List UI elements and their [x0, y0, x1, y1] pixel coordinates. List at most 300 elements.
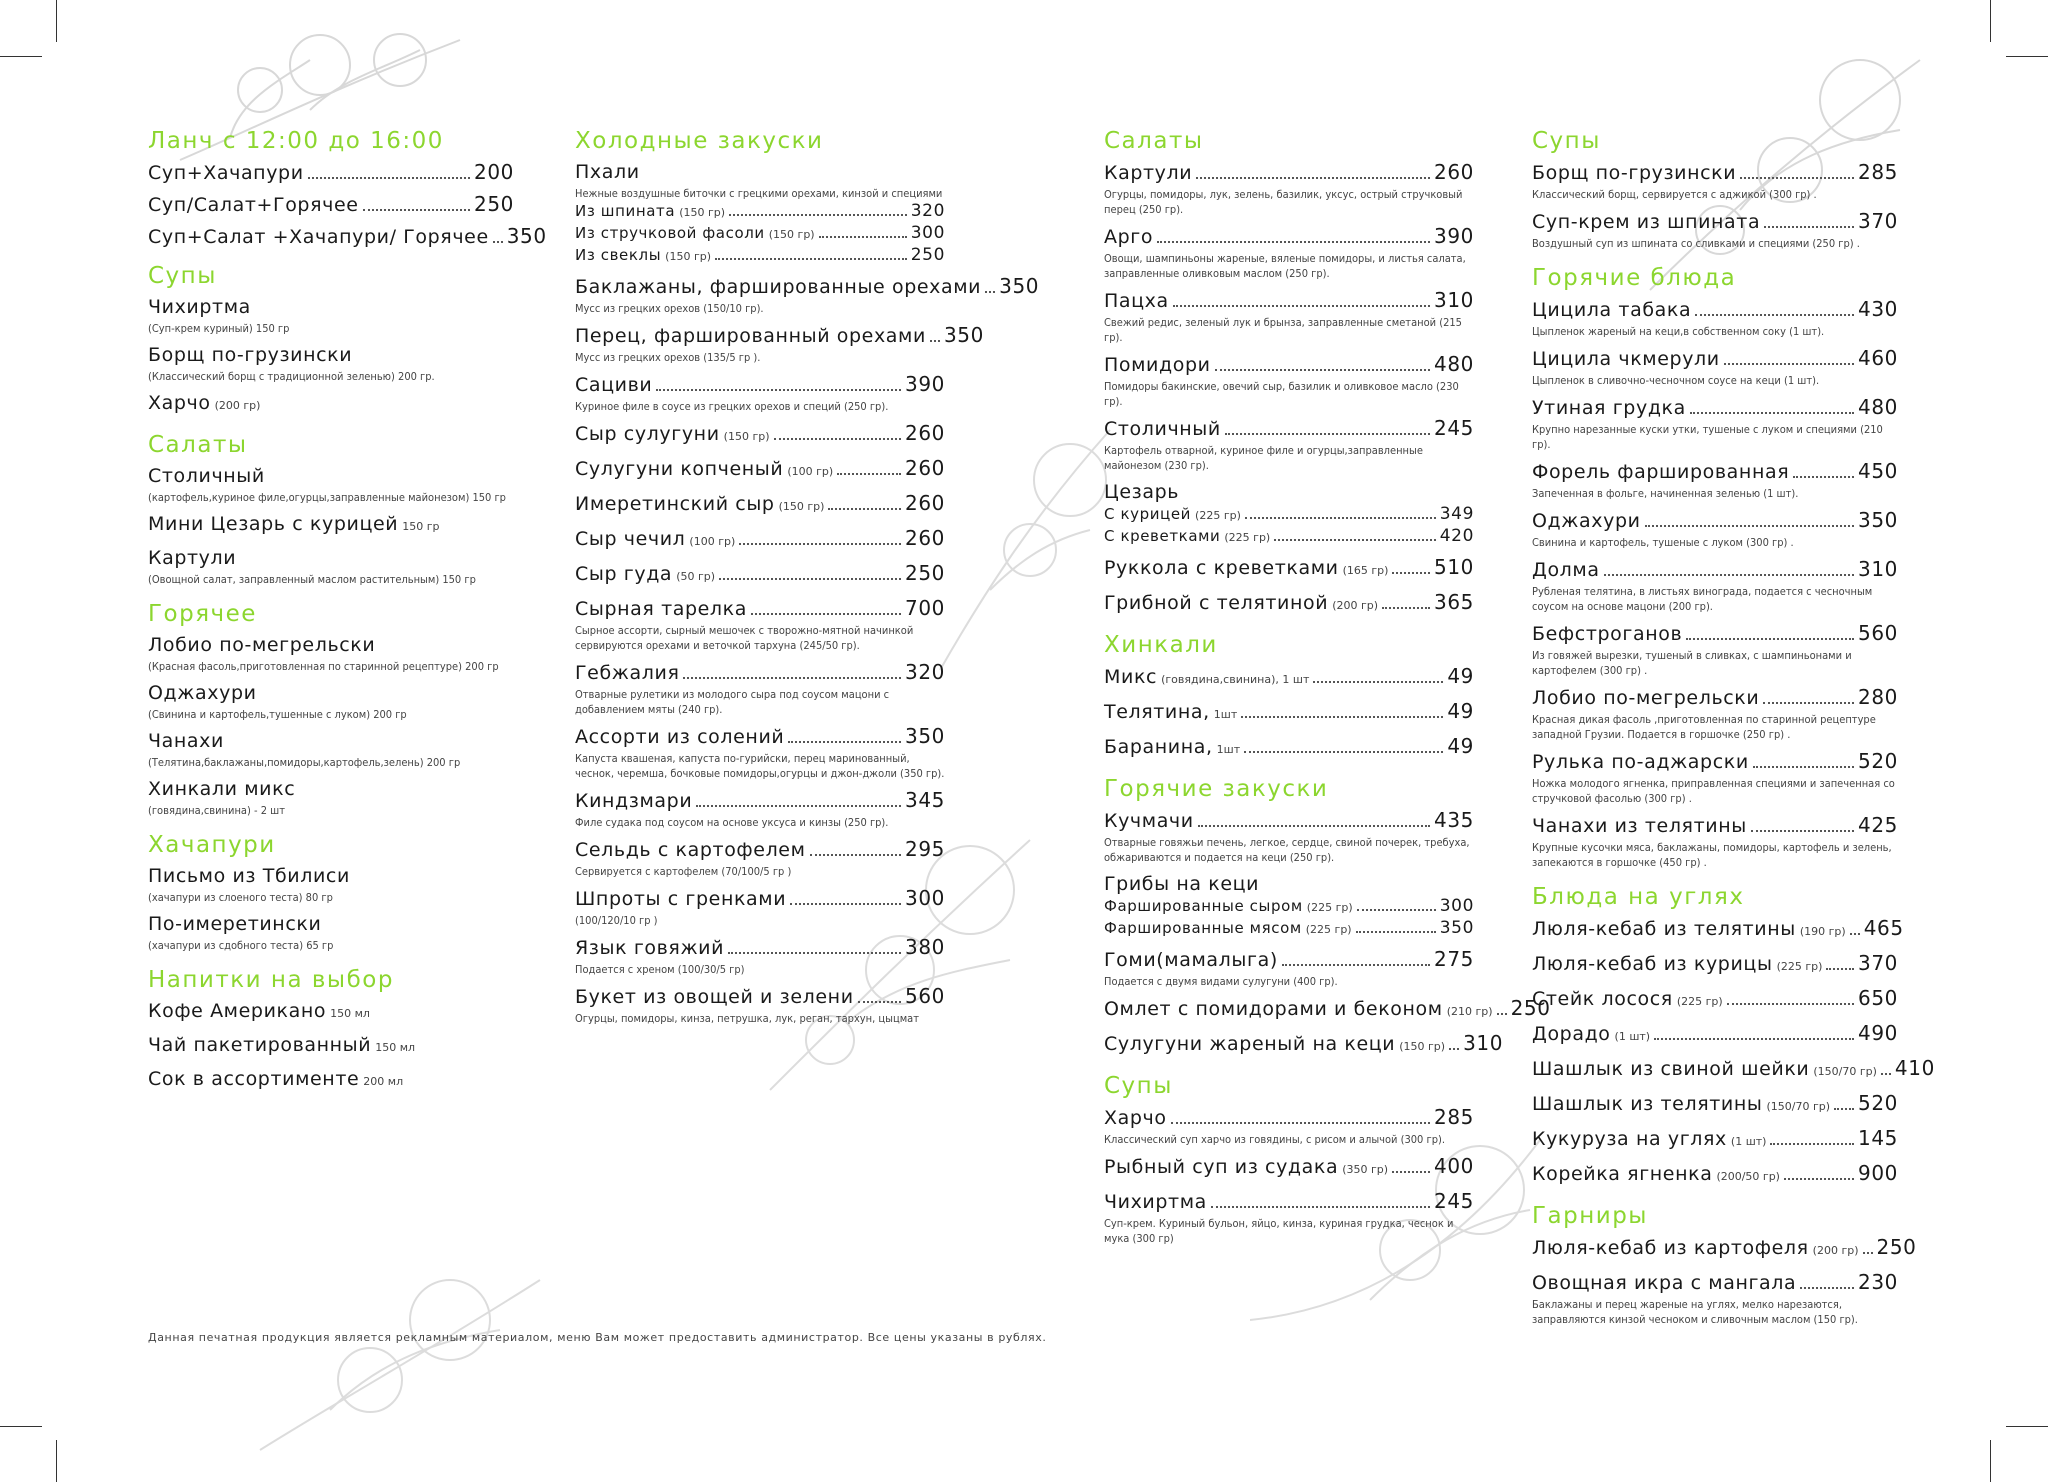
dot-leader — [1604, 574, 1854, 576]
menu-item — [575, 372, 945, 414]
dot-leader — [1764, 226, 1854, 228]
dot-leader — [1763, 702, 1854, 704]
menu-item — [1104, 590, 1474, 618]
item-price: 350 — [1858, 508, 1898, 532]
item-description: Крупные кусочки мяса, баклажаны, помидоры, картофель и зелень, запекаются в горшочке (450 гр) . — [1532, 841, 1892, 869]
menu-item-row — [575, 491, 945, 519]
menu-item-row — [1532, 459, 1898, 484]
herb-illustration — [920, 420, 1120, 680]
item-weight: (350 гр) — [1342, 1163, 1389, 1176]
menu-item-row — [575, 788, 945, 813]
dot-leader — [1313, 681, 1443, 683]
item-name: Букет из овощей и зелени — [575, 986, 854, 1008]
item-name: Утиная грудка — [1532, 397, 1686, 419]
item-description: Капуста квашеная, капуста по-гурийски, перец маринованный, чеснок, черемша, бочковые помидоры,огурцы и джон-джоли (350 гр). — [575, 752, 945, 780]
item-price: 510 — [1434, 555, 1474, 579]
item-weight: (200 гр) — [1812, 1244, 1859, 1257]
menu-item-row — [1104, 699, 1474, 727]
section-title: Хачапури — [148, 832, 276, 858]
dot-leader — [774, 438, 902, 440]
menu-item-row — [1104, 288, 1474, 313]
dot-leader — [728, 952, 901, 954]
item-weight: (225 гр) — [1224, 531, 1271, 544]
crop-mark — [0, 56, 42, 57]
dot-leader — [1196, 177, 1430, 179]
menu-item — [575, 561, 945, 589]
menu-item-row — [1532, 1270, 1898, 1295]
menu-item — [1104, 416, 1474, 473]
dot-leader — [719, 578, 901, 580]
item-name: Оджахури — [148, 682, 257, 704]
item-name: Чихиртма — [148, 296, 251, 318]
item-weight: (200/50 гр) — [1716, 1170, 1780, 1183]
dot-leader — [1690, 412, 1854, 414]
menu-item-row — [148, 464, 514, 488]
item-price: 390 — [905, 372, 945, 396]
item-name: Помидори — [1104, 354, 1211, 376]
menu-item-row — [148, 729, 514, 753]
menu-item — [575, 160, 945, 267]
item-description: Отварные рулетики из молодого сыра под соусом мацони с добавлением мяты (240 гр). — [575, 688, 890, 716]
item-name: Гоми(мамалыга) — [1104, 949, 1278, 971]
dot-leader — [1695, 314, 1854, 316]
dot-leader — [1449, 1048, 1459, 1050]
item-description: Цыпленок жареный на кеци,в собственном соку (1 шт). — [1532, 325, 1825, 338]
item-price: 275 — [1434, 947, 1474, 971]
item-weight: (150 гр) — [778, 500, 825, 513]
item-name: Грибной с телятиной (200 гр) — [1104, 592, 1379, 614]
item-price: 450 — [1858, 459, 1898, 483]
item-price: 200 — [474, 160, 514, 184]
item-weight: 150 мл — [330, 1007, 370, 1020]
crop-mark — [1990, 0, 1991, 42]
menu-item-row — [575, 837, 945, 862]
item-weight: (165 гр) — [1342, 564, 1389, 577]
item-weight: (1 шт) — [1614, 1030, 1651, 1043]
item-price: 245 — [1434, 416, 1474, 440]
menu-item — [1532, 916, 1904, 944]
menu-item-row — [1532, 621, 1898, 646]
menu-item-row — [1104, 224, 1474, 249]
item-price: 320 — [905, 660, 945, 684]
item-price: 350 — [943, 323, 984, 347]
menu-item — [1532, 1270, 1898, 1327]
menu-item — [575, 984, 945, 1026]
item-name: Пацха — [1104, 290, 1169, 312]
section-title: Супы — [148, 263, 217, 289]
dot-leader — [493, 241, 503, 243]
dot-leader — [739, 543, 901, 545]
item-description: Огурцы, помидоры, кинза, петрушка, лук, реган, тархун, цыцмат — [575, 1012, 919, 1025]
item-name: Телятина, 1шт — [1104, 701, 1238, 723]
menu-item-row — [1532, 749, 1898, 774]
menu-item — [1532, 395, 1898, 452]
item-price: 230 — [1858, 1270, 1898, 1294]
dot-leader — [1800, 1287, 1854, 1289]
menu-item-row — [575, 323, 984, 348]
item-weight: (225 гр) — [1676, 995, 1723, 1008]
item-name: Суп+Салат +Хачапури/ Горячее — [148, 226, 489, 248]
item-weight: (150 гр) — [679, 206, 726, 219]
menu-item — [148, 912, 514, 953]
item-name: Мини Цезарь с курицей 150 гр — [148, 513, 440, 535]
sub-item-row — [1104, 896, 1474, 918]
menu-item-row — [1104, 664, 1474, 692]
item-description: (говядина,свинина) - 2 шт — [148, 804, 285, 817]
dot-leader — [751, 613, 901, 615]
item-name: Люля-кебаб из картофеля (200 гр) — [1532, 1237, 1859, 1259]
item-name: Арго — [1104, 226, 1154, 248]
dot-leader — [1850, 933, 1860, 935]
item-name: С курицей (225 гр) — [1104, 505, 1241, 523]
item-name: Люля-кебаб из курицы (225 гр) — [1532, 953, 1823, 975]
item-name: Харчо — [1104, 1107, 1167, 1129]
item-weight: (50 гр) — [676, 570, 716, 583]
menu-item-row — [1532, 1126, 1898, 1154]
item-price: 465 — [1863, 916, 1904, 940]
item-price: 350 — [999, 274, 1040, 298]
menu-item-row — [1532, 1091, 1898, 1119]
menu-item — [148, 1033, 514, 1060]
item-price: 300 — [905, 886, 945, 910]
item-weight: (150 гр) — [665, 250, 712, 263]
item-weight: (225 гр) — [1776, 960, 1823, 973]
item-weight: (200 гр) — [214, 399, 261, 412]
menu-item — [1532, 459, 1898, 501]
section-title: Супы — [1104, 1073, 1173, 1099]
item-price: 560 — [1858, 621, 1898, 645]
item-price: 350 — [1439, 918, 1474, 938]
item-name: Суп+Хачапури — [148, 162, 304, 184]
menu-item-row — [575, 160, 945, 184]
item-price: 560 — [905, 984, 945, 1008]
item-name: Шашлык из свиной шейки (150/70 гр) — [1532, 1058, 1877, 1080]
dot-leader — [1793, 476, 1854, 478]
dot-leader — [1863, 1252, 1873, 1254]
menu-item — [1532, 1091, 1898, 1119]
item-name: Сыр чечил (100 гр) — [575, 528, 736, 550]
menu-item — [1532, 160, 1898, 202]
item-description: Воздушный суп из шпината со сливками и специями (250 гр) . — [1532, 237, 1860, 250]
dot-leader — [1740, 177, 1854, 179]
dot-leader — [1392, 572, 1430, 574]
item-name: Из стручковой фасоли (150 гр) — [575, 224, 815, 242]
item-description: Подается с двумя видами сулугуни (400 гр). — [1104, 975, 1338, 988]
menu-item — [1532, 557, 1898, 614]
item-price: 650 — [1858, 986, 1898, 1010]
dot-leader — [1497, 1013, 1507, 1015]
dot-leader — [1215, 369, 1430, 371]
item-weight: (100 гр) — [787, 465, 834, 478]
dot-leader — [788, 741, 901, 743]
item-weight: (150/70 гр) — [1766, 1100, 1831, 1113]
dot-leader — [696, 805, 901, 807]
item-price: 49 — [1447, 664, 1474, 688]
item-name: Руккола с креветками (165 гр) — [1104, 557, 1389, 579]
dot-leader — [1225, 433, 1430, 435]
item-name: Баклажаны, фаршированные орехами — [575, 276, 982, 298]
dot-leader — [683, 677, 901, 679]
item-price: 260 — [905, 526, 945, 550]
menu-item — [1532, 1235, 1917, 1263]
item-price: 49 — [1447, 699, 1474, 723]
item-description: Мусс из грецких орехов (135/5 гр ). — [575, 351, 761, 364]
item-name: По-имеретински — [148, 913, 322, 935]
item-price: 480 — [1858, 395, 1898, 419]
menu-item-row — [1532, 297, 1898, 322]
dot-leader — [1382, 607, 1430, 609]
menu-item — [1104, 480, 1474, 548]
item-name: С креветками (225 гр) — [1104, 527, 1271, 545]
item-description: Овощи, шампиньоны жареные, вяленые помидоры, и листья салата, заправленные оливковым маслом (250 гр). — [1104, 252, 1466, 280]
menu-item — [575, 526, 945, 554]
item-description: (картофель,куриное филе,огурцы,заправленные майонезом) 150 гр — [148, 491, 506, 504]
menu-item — [148, 777, 514, 818]
item-weight: (225 гр) — [1306, 901, 1353, 914]
item-name: Баранина, 1шт — [1104, 736, 1241, 758]
item-name: Фаршированные мясом (225 гр) — [1104, 919, 1352, 937]
dot-leader — [1654, 1038, 1854, 1040]
item-description: Отварные говяжьи печень, легкое, сердце, свиной почерек, требуха, обжариваются и подается на кеци (250 гр). — [1104, 836, 1470, 864]
menu-item-row — [575, 526, 945, 554]
item-price: 365 — [1434, 590, 1474, 614]
dot-leader — [1282, 964, 1430, 966]
item-description: Нежные воздушные биточки с грецкими орехами, кинзой и специями — [575, 187, 943, 200]
item-name: Омлет с помидорами и беконом (210 гр) — [1104, 998, 1493, 1020]
menu-item — [575, 935, 945, 977]
item-name: Кофе Американо 150 мл — [148, 1000, 370, 1022]
item-name: Сулугуни жареный на кеци (150 гр) — [1104, 1033, 1446, 1055]
item-name: Картули — [148, 547, 237, 569]
menu-item-row — [575, 935, 945, 960]
menu-item-row — [1532, 1056, 1935, 1084]
item-weight: 1шт — [1216, 743, 1241, 756]
menu-item — [1104, 734, 1474, 762]
dot-leader — [985, 291, 995, 293]
menu-item — [575, 596, 945, 653]
menu-item — [1532, 1056, 1935, 1084]
item-description: Мусс из грецких орехов (150/10 гр). — [575, 302, 764, 315]
menu-item-row — [148, 912, 514, 936]
menu-item — [1532, 621, 1898, 678]
item-description: Рубленая телятина, в листьях винограда, подается с чесночным соусом на основе мацони (200 гр). — [1532, 585, 1873, 613]
item-name: Стейк лосося (225 гр) — [1532, 988, 1723, 1010]
item-description: Цыпленок в сливочно-чесночном соусе на кеци (1 шт). — [1532, 374, 1820, 387]
menu-item-row — [1532, 916, 1904, 944]
menu-item — [148, 729, 514, 770]
menu-item — [575, 323, 984, 365]
item-price: 260 — [905, 491, 945, 515]
dot-leader — [1645, 525, 1854, 527]
dot-leader — [715, 258, 907, 260]
item-name: Цицила чкмерули — [1532, 348, 1720, 370]
item-name: Кукуруза на углях (1 шт) — [1532, 1128, 1767, 1150]
item-price: 350 — [506, 224, 547, 248]
item-name: Хинкали микс — [148, 778, 296, 800]
menu-item — [575, 456, 945, 484]
item-description: (100/120/10 гр ) — [575, 914, 658, 927]
item-price: 250 — [1510, 996, 1551, 1020]
menu-item — [1532, 209, 1898, 251]
item-name: Форель фаршированная — [1532, 461, 1790, 483]
item-description: (Классический борщ с традиционной зеленью) 200 гр. — [148, 370, 435, 383]
menu-item — [1104, 1189, 1474, 1246]
dot-leader — [1245, 517, 1436, 519]
menu-column-3 — [1104, 128, 1551, 1253]
item-name: Имеретинский сыр (150 гр) — [575, 493, 825, 515]
dot-leader — [1171, 1122, 1430, 1124]
item-name: Из шпината (150 гр) — [575, 202, 726, 220]
menu-item-row — [1104, 480, 1474, 504]
menu-item-row — [575, 724, 945, 749]
item-name: Кучмачи — [1104, 810, 1194, 832]
item-name: Дорадо (1 шт) — [1532, 1023, 1651, 1045]
item-description: (Суп-крем куриный) 150 гр — [148, 322, 290, 335]
menu-item-row — [1104, 734, 1474, 762]
menu-item-row — [1104, 1031, 1504, 1059]
item-name: Цицила табака — [1532, 299, 1692, 321]
dot-leader — [308, 177, 470, 179]
menu-item — [1104, 1105, 1474, 1147]
menu-item — [1532, 951, 1898, 979]
item-name: Шпроты с гренками — [575, 888, 787, 910]
menu-item — [575, 660, 945, 717]
menu-item-row — [1532, 685, 1898, 710]
menu-item — [148, 633, 514, 674]
item-name: Цезарь — [1104, 481, 1180, 503]
menu-item — [1532, 1126, 1898, 1154]
section-title: Напитки на выбор — [148, 967, 394, 993]
item-description: (хачапури из сдобного теста) 65 гр — [148, 939, 334, 952]
item-name: Грибы на кеци — [1104, 873, 1260, 895]
menu-item-row — [148, 864, 514, 888]
item-weight: (150 гр) — [768, 228, 815, 241]
section-title: Гарниры — [1532, 1203, 1648, 1229]
crop-mark — [2006, 1426, 2048, 1427]
menu-item-row — [148, 999, 514, 1026]
item-name: Бефстроганов — [1532, 623, 1683, 645]
menu-item-row — [148, 1033, 514, 1060]
item-price: 430 — [1858, 297, 1898, 321]
dot-leader — [1173, 305, 1430, 307]
item-weight: 150 мл — [375, 1041, 416, 1054]
item-price: 310 — [1858, 557, 1898, 581]
item-description: Помидоры бакинские, овечий сыр, базилик и оливковое масло (230 гр). — [1104, 380, 1459, 408]
item-name: Картули — [1104, 162, 1193, 184]
item-name: Сельдь с картофелем — [575, 839, 806, 861]
dot-leader — [858, 1001, 901, 1003]
item-description: Запеченная в фольге, начиненная зеленью (1 шт). — [1532, 487, 1799, 500]
menu-item — [1104, 872, 1474, 940]
item-name: Столичный — [148, 465, 265, 487]
menu-item-row — [148, 160, 514, 185]
item-description: (Красная фасоль,приготовленная по старинной рецептуре) 200 гр — [148, 660, 499, 673]
item-name: Сок в ассортименте 200 мл — [148, 1068, 404, 1090]
section-title: Салаты — [1104, 128, 1204, 154]
menu-item-row — [1532, 557, 1898, 582]
item-name: Ассорти из солений — [575, 726, 785, 748]
dot-leader — [1784, 1178, 1854, 1180]
menu-item — [1104, 947, 1474, 989]
item-name: Столичный — [1104, 418, 1221, 440]
menu-item — [575, 274, 1040, 316]
menu-item — [1104, 808, 1474, 865]
item-price: 260 — [905, 456, 945, 480]
menu-item-row — [575, 596, 945, 621]
menu-item — [1104, 699, 1474, 727]
menu-item-row — [148, 1067, 514, 1094]
item-price: 490 — [1858, 1021, 1898, 1045]
item-price: 435 — [1434, 808, 1474, 832]
menu-item — [148, 512, 514, 539]
menu-item — [1104, 352, 1474, 409]
menu-item-row — [1104, 1154, 1474, 1182]
menu-item-row — [148, 343, 514, 367]
item-description: Куриное филе в соусе из грецких орехов и специй (250 гр). — [575, 400, 889, 413]
item-name: Чанахи из телятины — [1532, 815, 1747, 837]
dot-leader — [1157, 241, 1430, 243]
item-price: 285 — [1858, 160, 1898, 184]
item-description: Суп-крем. Куриный бульон, яйцо, кинза, куриная грудка, чеснок и мука (300 гр) — [1104, 1217, 1454, 1245]
menu-item-row — [1104, 872, 1474, 896]
menu-item-row — [148, 192, 514, 217]
dot-leader — [363, 209, 470, 211]
menu-item — [575, 886, 945, 928]
item-price: 410 — [1894, 1056, 1935, 1080]
menu-item-row — [1104, 590, 1474, 618]
item-description: Ножка молодого ягненка, приправленная специями и запеченная со стручковой фасолью (300 гр) . — [1532, 777, 1895, 805]
item-price: 285 — [1434, 1105, 1474, 1129]
dot-leader — [1274, 539, 1436, 541]
menu-column-1 — [148, 128, 547, 1101]
sub-items — [1104, 504, 1474, 548]
menu-item — [575, 421, 945, 449]
menu-item — [1532, 1021, 1898, 1049]
item-name: Сациви — [575, 374, 653, 396]
herb-illustration — [250, 1260, 550, 1460]
item-description: Крупно нарезанные куски утки, тушеные с луком и специями (210 гр). — [1532, 423, 1883, 451]
dot-leader — [1211, 1206, 1430, 1208]
item-name: Сыр гуда (50 гр) — [575, 563, 716, 585]
menu-item-row — [1532, 346, 1898, 371]
menu-item — [1104, 224, 1474, 281]
dot-leader — [837, 473, 901, 475]
menu-item — [1104, 1031, 1504, 1059]
item-name: Рулька по-аджарски — [1532, 751, 1749, 773]
item-price: 900 — [1858, 1161, 1898, 1185]
menu-item — [148, 295, 514, 336]
menu-item — [1104, 1154, 1474, 1182]
item-price: 145 — [1858, 1126, 1898, 1150]
item-description: Подается с хреном (100/30/5 гр) — [575, 963, 745, 976]
item-name: Долма — [1532, 559, 1600, 581]
menu-item-row — [575, 660, 945, 685]
dot-leader — [1881, 1073, 1891, 1075]
item-price: 350 — [905, 724, 945, 748]
item-price: 245 — [1434, 1189, 1474, 1213]
item-price: 480 — [1434, 352, 1474, 376]
dot-leader — [1770, 1143, 1854, 1145]
item-price: 345 — [905, 788, 945, 812]
menu-item — [575, 837, 945, 879]
menu-item-row — [1104, 555, 1474, 583]
menu-item-row — [1532, 1021, 1898, 1049]
sub-item-row — [1104, 504, 1474, 526]
item-name: Пхали — [575, 161, 640, 183]
dot-leader — [1727, 1003, 1854, 1005]
section-title: Хинкали — [1104, 632, 1218, 658]
item-weight: (225 гр) — [1305, 923, 1352, 936]
